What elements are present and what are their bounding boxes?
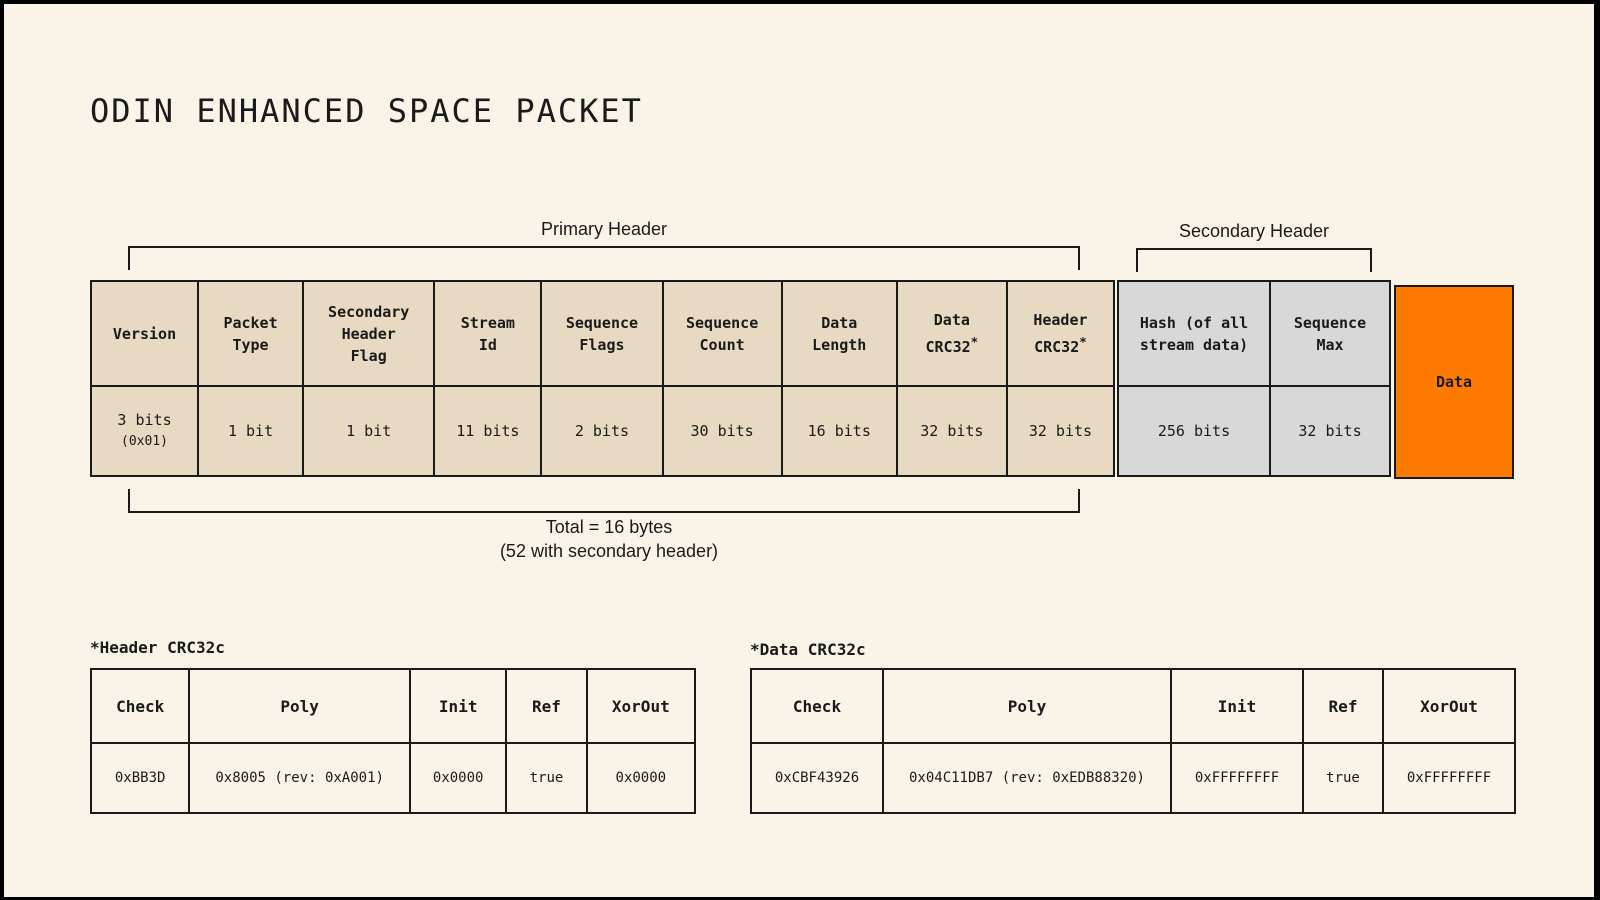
header-crc-ref: true — [506, 743, 586, 813]
diagram-canvas — [4, 4, 1594, 897]
data-crc-init: 0xFFFFFFFF — [1171, 743, 1303, 813]
data-crc-xorout: 0xFFFFFFFF — [1383, 743, 1515, 813]
col-header-ref: Ref — [506, 669, 586, 743]
field-size-sequence-flags: 2 bits — [541, 386, 662, 476]
col-header-init: Init — [1171, 669, 1303, 743]
field-name-sequence-count: Sequence Count — [663, 281, 782, 386]
field-name-data-crc32: Data CRC32* — [897, 281, 1007, 386]
data-crc-ref: true — [1303, 743, 1383, 813]
data-block: Data — [1394, 285, 1514, 479]
col-header-poly: Poly — [189, 669, 410, 743]
col-header-xorout: XorOut — [587, 669, 695, 743]
col-header-check: Check — [91, 669, 189, 743]
data-crc-caption: *Data CRC32c — [750, 640, 866, 659]
header-crc-init: 0x0000 — [410, 743, 506, 813]
field-name-data-length: Data Length — [782, 281, 897, 386]
field-name-hash: Hash (of all stream data) — [1118, 281, 1270, 386]
col-header-ref: Ref — [1303, 669, 1383, 743]
field-name-version: Version — [91, 281, 198, 386]
field-size-data-crc32: 32 bits — [897, 386, 1007, 476]
field-size-hash: 256 bits — [1118, 386, 1270, 476]
data-crc-check: 0xCBF43926 — [751, 743, 883, 813]
data-crc-poly: 0x04C11DB7 (rev: 0xEDB88320) — [883, 743, 1171, 813]
field-size-version — [91, 386, 198, 476]
primary-header-table — [90, 280, 1115, 477]
total-note: (52 with secondary header) — [499, 541, 719, 561]
field-size-header-crc32: 32 bits — [1007, 386, 1114, 476]
page-title: ODIN ENHANCED SPACE PACKET — [90, 92, 643, 130]
field-name-packet-type: Packet Type — [198, 281, 303, 386]
field-size-packet-type: 1 bit — [198, 386, 303, 476]
col-header-init: Init — [410, 669, 506, 743]
field-name-secondary-header-flag: Secondary Header Flag — [303, 281, 434, 386]
primary-header-bracket — [128, 246, 1080, 270]
field-size-value: 3 bits — [117, 411, 172, 430]
header-crc-caption: *Header CRC32c — [90, 638, 225, 657]
header-crc-check: 0xBB3D — [91, 743, 189, 813]
header-crc-poly: 0x8005 (rev: 0xA001) — [189, 743, 410, 813]
header-crc-xorout: 0x0000 — [587, 743, 695, 813]
secondary-header-label: Secondary Header — [1178, 221, 1330, 241]
header-crc-table — [90, 668, 696, 814]
field-size-data-length: 16 bits — [782, 386, 897, 476]
field-name-header-crc32: Header CRC32* — [1007, 281, 1114, 386]
col-header-check: Check — [751, 669, 883, 743]
secondary-header-bracket — [1136, 248, 1372, 272]
field-name-sequence-flags: Sequence Flags — [541, 281, 662, 386]
total-bracket — [128, 489, 1080, 513]
total-label: Total = 16 bytes — [545, 517, 673, 537]
primary-header-label: Primary Header — [540, 219, 668, 239]
data-crc-table — [750, 668, 1516, 814]
field-name-stream-id: Stream Id — [434, 281, 541, 386]
col-header-xorout: XorOut — [1383, 669, 1515, 743]
field-size-note: (0x01) — [121, 434, 168, 450]
field-size-sequence-count: 30 bits — [663, 386, 782, 476]
field-name-sequence-max: Sequence Max — [1270, 281, 1390, 386]
col-header-poly: Poly — [883, 669, 1171, 743]
field-size-secondary-header-flag: 1 bit — [303, 386, 434, 476]
secondary-header-table — [1117, 280, 1391, 477]
field-size-sequence-max: 32 bits — [1270, 386, 1390, 476]
field-size-stream-id: 11 bits — [434, 386, 541, 476]
